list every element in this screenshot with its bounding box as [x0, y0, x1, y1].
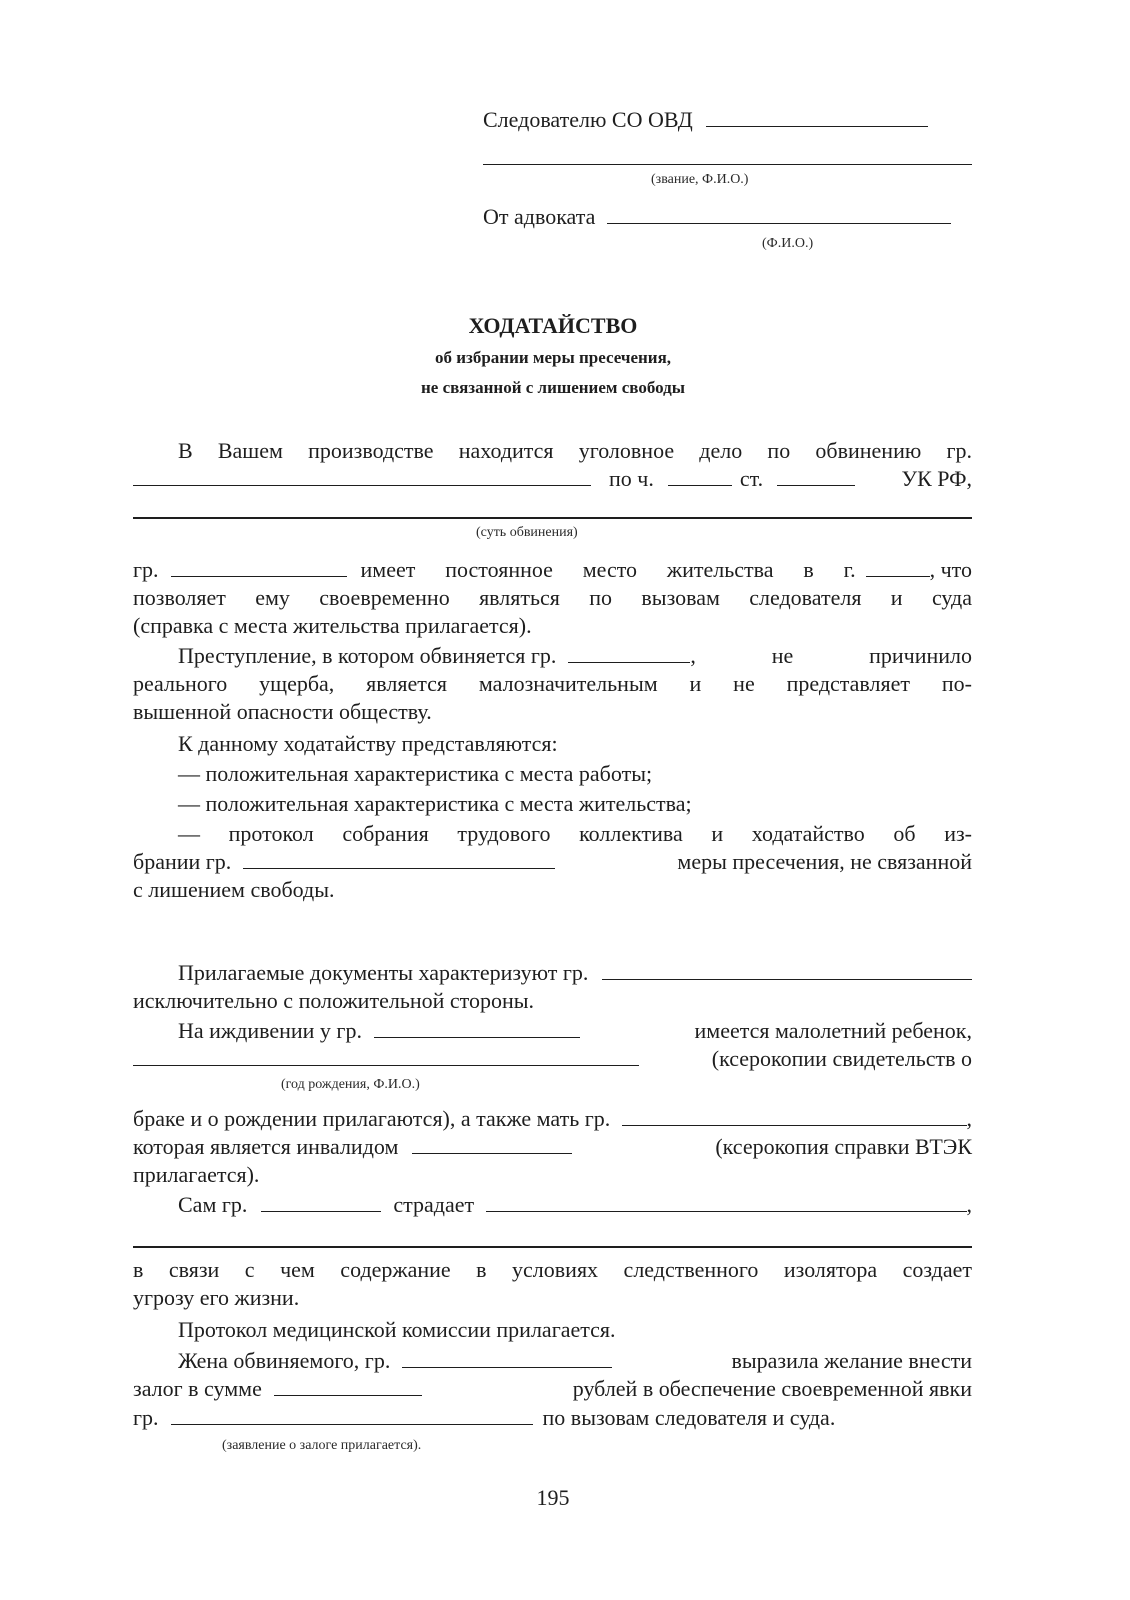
part-blank: [668, 465, 732, 486]
list-item: — положительная характеристика с места жительства;: [178, 791, 692, 816]
addressee-rule: [483, 164, 972, 165]
body-text: Сам гр.: [178, 1192, 248, 1217]
mother-blank: [622, 1105, 966, 1126]
part-label: по ч.: [609, 466, 654, 491]
body-line: [178, 1347, 972, 1375]
accused-blank: [602, 959, 972, 980]
body-line: [178, 642, 972, 670]
body-text: гр.: [133, 1405, 159, 1430]
body-text: имеется малолетний ребенок,: [694, 1018, 972, 1043]
body-text: Преступление, в котором обвиняется гр.: [178, 643, 557, 668]
body-line: вышенной опасности обществу.: [133, 699, 432, 724]
citizen-label: гр.: [133, 557, 159, 582]
citizen-blank: [171, 556, 347, 577]
article-blank: [777, 465, 855, 486]
body-line: Протокол медицинской комиссии прилагается.: [178, 1317, 616, 1342]
code-label: УК РФ,: [901, 466, 972, 491]
body-text: браке и о рождении прилагаются), а также мать гр.: [133, 1106, 611, 1131]
body-line: [133, 1375, 972, 1403]
body-line: позволяет ему своевременно являться по вызовам следователя и суда: [133, 585, 972, 610]
addressee-label: Следователю СО ОВД: [483, 107, 693, 132]
accused-blank: [243, 848, 555, 869]
illness-blank: [486, 1191, 966, 1212]
illness-rule: [133, 1246, 972, 1248]
accused-blank: [374, 1017, 580, 1038]
accused-name-blank: [133, 465, 591, 486]
accused-blank: [261, 1191, 381, 1212]
body-text: которая является инвалидом: [133, 1134, 399, 1159]
residence-text: имеет постоянное место жительства в г.: [360, 557, 856, 582]
body-line: [133, 556, 972, 584]
body-line: (справка с места жительства прилагается).: [133, 613, 532, 638]
city-blank: [866, 556, 930, 577]
document-subtitle-1: об избрании меры пресечения,: [434, 348, 672, 367]
list-item: — протокол собрания трудового коллектива и ходатайство об из-: [178, 821, 972, 846]
from-line: [483, 203, 951, 231]
addressee-blank: [706, 106, 928, 127]
addressee-line: [483, 106, 928, 134]
body-line: [178, 959, 972, 987]
body-text: , что: [929, 557, 972, 582]
body-text: ,: [966, 1106, 972, 1131]
body-line: [178, 1017, 972, 1045]
essence-rule: [133, 517, 972, 519]
body-line: реального ущерба, является малозначительным и не представляет по-: [133, 671, 972, 696]
body-line: угрозу его жизни.: [133, 1285, 300, 1310]
body-line: исключительно с положительной стороны.: [133, 988, 535, 1013]
wife-blank: [402, 1347, 612, 1368]
body-line: прилагается).: [133, 1162, 260, 1187]
body-text: брании гр.: [133, 849, 232, 874]
body-line: В Вашем производстве находится уголовное дело по обвинению гр.: [178, 438, 972, 463]
from-blank: [607, 203, 951, 224]
addressee-caption: (звание, Ф.И.О.): [651, 172, 749, 187]
body-line: в связи с чем содержание в условиях следственного изолятора создает: [133, 1257, 972, 1282]
body-text: Жена обвиняемого, гр.: [178, 1348, 391, 1373]
bail-caption: (заявление о залоге прилагается).: [222, 1438, 422, 1453]
accused-blank: [568, 642, 690, 663]
body-line: К данному ходатайству представляются:: [178, 731, 558, 756]
body-line: [133, 465, 972, 493]
body-line: [178, 1191, 972, 1219]
body-line: [133, 1105, 972, 1133]
disability-blank: [412, 1133, 572, 1154]
body-text: рублей в обеспечение своевременной явки: [572, 1376, 972, 1401]
body-line: [133, 848, 972, 876]
essence-caption: (суть обвинения): [476, 525, 578, 540]
body-text: меры пресечения, не связанной: [677, 849, 972, 874]
document-subtitle-2: не связанной с лишением свободы: [420, 378, 685, 397]
body-text: (ксерокопии свидетельств о: [711, 1046, 972, 1071]
list-item: — положительная характеристика с места работы;: [178, 761, 653, 786]
from-caption: (Ф.И.О.): [762, 236, 814, 251]
child-blank: [133, 1045, 639, 1066]
document-title: ХОДАТАЙСТВО: [468, 313, 638, 338]
from-label: От адвоката: [483, 204, 596, 229]
body-text: страдает: [393, 1192, 475, 1217]
body-text: залог в сумме: [133, 1376, 262, 1401]
body-text: Прилагаемые документы характеризуют гр.: [178, 960, 589, 985]
accused-blank: [171, 1404, 533, 1425]
body-line: [133, 1133, 972, 1161]
page-number: 195: [536, 1485, 570, 1510]
bail-amount-blank: [274, 1375, 422, 1396]
body-line: с лишением свободы.: [133, 877, 335, 902]
body-text: выразила желание внести: [731, 1348, 972, 1373]
body-text: На иждивении у гр.: [178, 1018, 362, 1043]
birth-caption: (год рождения, Ф.И.О.): [281, 1077, 420, 1092]
body-text: (ксерокопия справки ВТЭК: [715, 1134, 972, 1159]
body-text: по вызовам следователя и суда.: [542, 1405, 836, 1430]
article-label: ст.: [739, 466, 764, 491]
body-text: ,: [966, 1192, 972, 1217]
body-text: , не причинило: [690, 643, 972, 668]
body-line: [133, 1045, 972, 1073]
body-line: [133, 1404, 972, 1432]
